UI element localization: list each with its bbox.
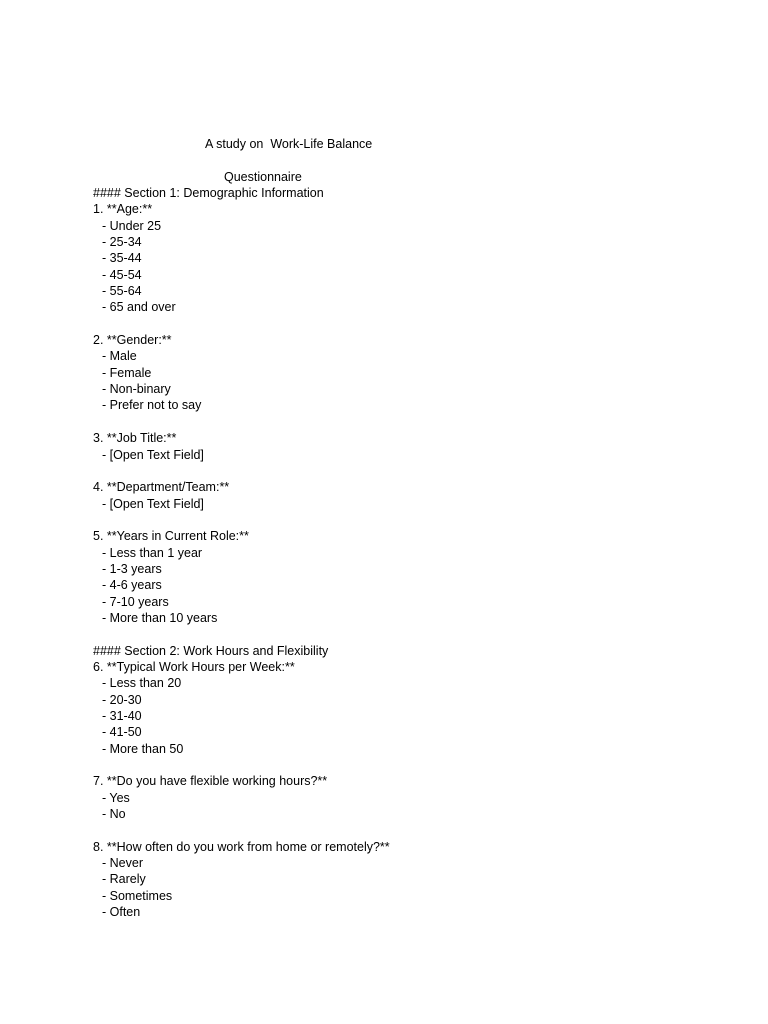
spacer: [93, 626, 693, 642]
question-7: [93, 773, 693, 822]
spacer: [93, 822, 693, 838]
question-2-option: - Prefer not to say: [102, 398, 202, 413]
question-4-option: - [Open Text Field]: [102, 496, 204, 511]
document-title: A study on Work-Life Balance: [205, 137, 373, 151]
question-5-option: - 1-3 years: [102, 561, 162, 576]
question-1-option: - 35-44: [102, 251, 142, 266]
document-subtitle: Questionnaire: [224, 170, 302, 184]
question-3-option: - [Open Text Field]: [102, 447, 204, 462]
question-8: [93, 839, 693, 921]
question-3: [93, 430, 693, 463]
question-7-text: 7. **Do you have flexible working hours?**: [93, 774, 328, 789]
question-1-option: - 25-34: [102, 235, 142, 250]
question-1-option: - 45-54: [102, 267, 142, 282]
spacer: [93, 757, 693, 773]
question-2-option: - Non-binary: [102, 382, 171, 397]
question-6-text: 6. **Typical Work Hours per Week:**: [93, 659, 295, 674]
question-6-option: - 20-30: [102, 692, 142, 707]
question-6: [93, 659, 693, 757]
question-4-text: 4. **Department/Team:**: [93, 480, 230, 495]
question-6-option: - 31-40: [102, 709, 142, 723]
question-8-option: - Rarely: [102, 872, 146, 887]
question-7-option: - Yes: [102, 790, 130, 805]
question-8-option: - Often: [102, 905, 141, 920]
question-5-text: 5. **Years in Current Role:**: [93, 529, 249, 544]
question-5-option: - More than 10 years: [102, 610, 218, 625]
question-1-text: 1. **Age:**: [93, 202, 153, 217]
question-2-option: - Female: [102, 365, 152, 380]
question-1-option: - 65 and over: [102, 300, 176, 315]
question-8-option: - Sometimes: [102, 888, 173, 903]
question-6-option: - More than 50: [102, 741, 184, 756]
question-1: [93, 201, 693, 315]
question-1-option: - 55-64: [102, 284, 142, 299]
question-2-text: 2. **Gender:**: [93, 333, 172, 348]
questionnaire-body: [93, 185, 693, 920]
spacer: [93, 316, 693, 332]
section-2-heading: #### Section 2: Work Hours and Flexibility: [93, 643, 329, 658]
spacer: [93, 463, 693, 479]
spacer: [93, 512, 693, 528]
question-5-option: - Less than 1 year: [102, 545, 203, 560]
question-5-option: - 7-10 years: [102, 594, 169, 609]
spacer: [93, 414, 693, 430]
question-7-option: - No: [102, 807, 126, 822]
section-1-heading: #### Section 1: Demographic Information: [93, 186, 324, 200]
question-5: [93, 528, 693, 626]
question-6-option: - 41-50: [102, 725, 142, 740]
question-8-option: - Never: [102, 856, 143, 871]
question-5-option: - 4-6 years: [102, 578, 162, 593]
question-2: [93, 332, 693, 414]
question-2-option: - Male: [102, 349, 137, 364]
question-3-text: 3. **Job Title:**: [93, 431, 177, 446]
question-6-option: - Less than 20: [102, 676, 182, 691]
question-1-option: - Under 25: [102, 218, 162, 233]
question-4: [93, 479, 693, 512]
question-8-text: 8. **How often do you work from home or remotely?**: [93, 839, 390, 854]
